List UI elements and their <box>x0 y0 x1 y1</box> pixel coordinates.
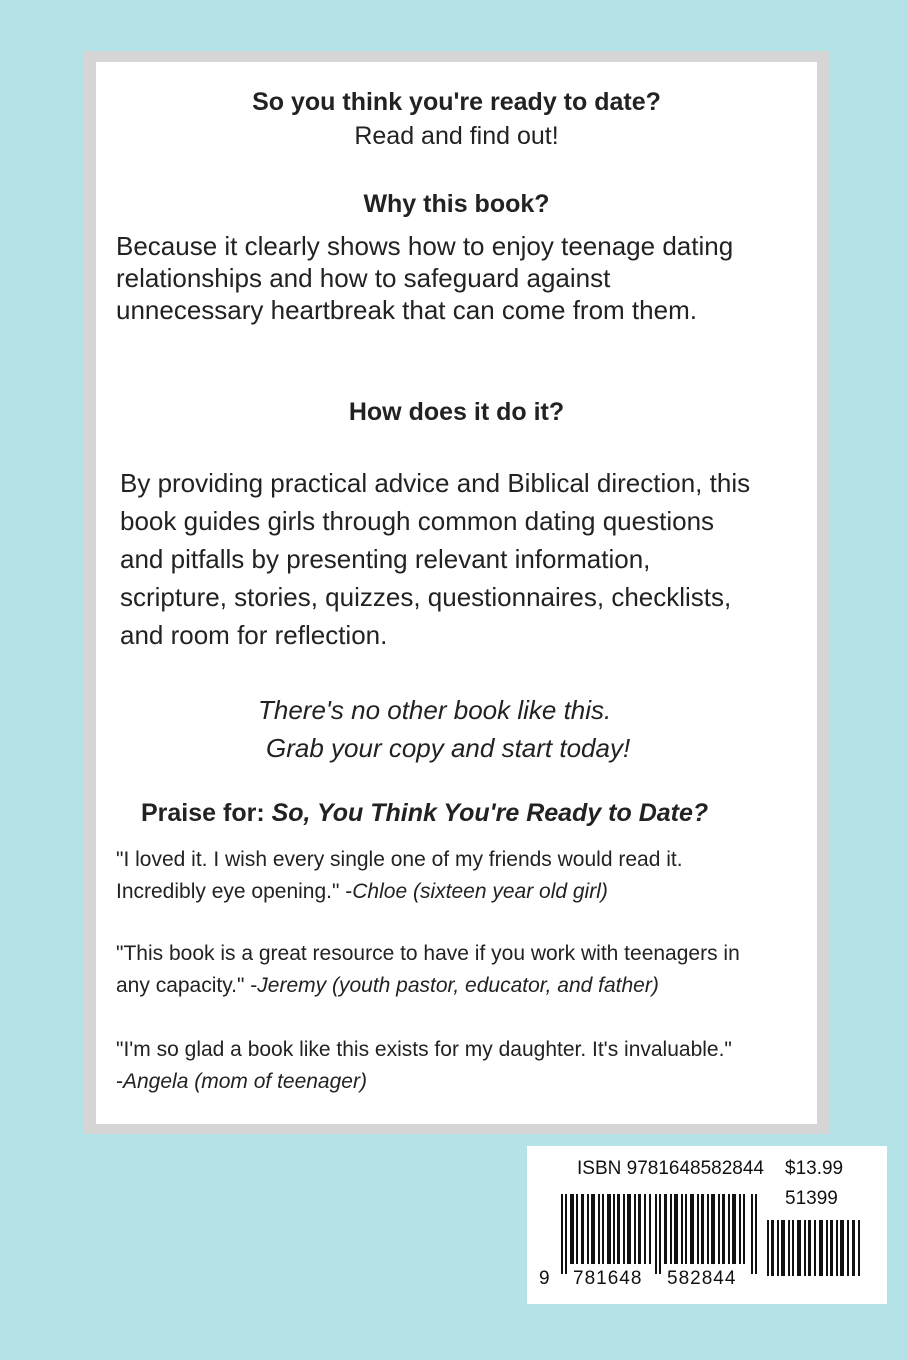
why-line: relationships and how to safeguard against <box>116 263 611 293</box>
price-label: $13.99 <box>785 1158 844 1179</box>
isbn-label: ISBN 9781648582844 <box>577 1158 764 1179</box>
quote-text: any capacity." - <box>116 974 258 997</box>
quote-attribution: Angela (mom of teenager) <box>123 1070 367 1093</box>
why-heading: Why this book? <box>363 190 550 218</box>
how-heading: How does it do it? <box>348 398 565 426</box>
barcode-digits-right: 582844 <box>667 1268 737 1289</box>
quote-line: "I'm so glad a book like this exists for my daughter. It's invaluable." <box>116 1038 732 1061</box>
quote-attribution: Chloe (sixteen year old girl) <box>352 880 608 903</box>
headline-subtitle: Read and find out! <box>354 122 559 150</box>
how-line: By providing practical advice and Biblical direction, this <box>120 468 751 498</box>
price-barcode-bars <box>767 1220 862 1276</box>
barcode-digits-left: 781648 <box>573 1268 643 1289</box>
quote-text: - <box>116 1070 123 1093</box>
quote-line: "I loved it. I wish every single one of my friends would read it. <box>116 848 683 871</box>
isbn-barcode-bars <box>561 1194 761 1274</box>
how-line: and pitfalls by presenting relevant information, <box>120 544 651 574</box>
barcode-digit-lead: 9 <box>539 1268 550 1289</box>
praise-book-title: So, You Think You're Ready to Date? <box>271 799 709 827</box>
quote-line: "This book is a great resource to have if you work with teenagers in <box>116 942 740 965</box>
headline-title: So you think you're ready to date? <box>252 88 661 116</box>
how-line: scripture, stories, quizzes, questionnaires, checklists, <box>120 582 732 612</box>
quote-line <box>116 970 659 1002</box>
barcode-block <box>527 1146 887 1304</box>
praise-heading <box>141 799 708 828</box>
quote-line <box>116 1066 367 1098</box>
why-line: Because it clearly shows how to enjoy teenage dating <box>116 231 734 261</box>
content-panel <box>96 62 817 1124</box>
tagline-line-2: Grab your copy and start today! <box>266 733 631 763</box>
tagline-line-1: There's no other book like this. <box>258 695 612 725</box>
price-code: 51399 <box>785 1188 838 1209</box>
why-line: unnecessary heartbreak that can come from them. <box>116 295 697 325</box>
quote-text: Incredibly eye opening." - <box>116 880 353 903</box>
quote-line <box>116 876 608 908</box>
how-line: book guides girls through common dating questions <box>120 506 715 536</box>
quote-attribution: Jeremy (youth pastor, educator, and father) <box>257 974 659 997</box>
how-line: and room for reflection. <box>120 620 388 650</box>
praise-label: Praise for: <box>141 799 272 827</box>
